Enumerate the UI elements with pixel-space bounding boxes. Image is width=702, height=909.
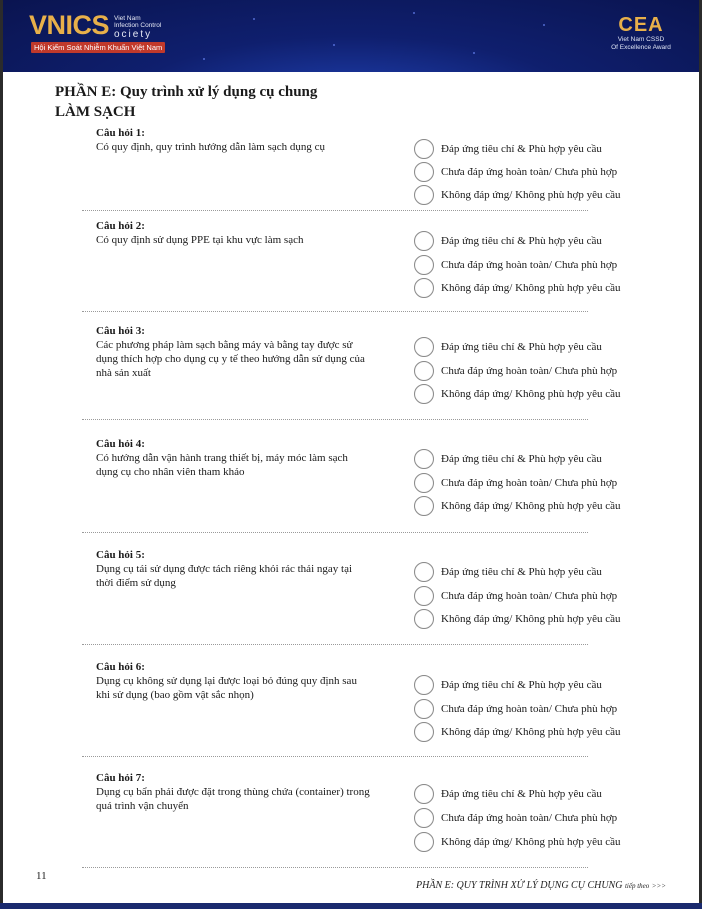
section-title: PHẦN E: Quy trình xử lý dụng cụ chung <box>55 84 318 100</box>
option-partially-meets[interactable] <box>414 255 617 275</box>
option-label: Chưa đáp ứng hoàn toàn/ Chưa phù hợp <box>441 477 618 489</box>
question-divider <box>82 532 588 533</box>
header-banner <box>3 0 699 72</box>
option-meets-criteria[interactable] <box>414 231 602 251</box>
radio-circle-icon[interactable] <box>414 384 434 404</box>
option-label: Đáp ứng tiêu chí & Phù hợp yêu cầu <box>441 143 602 155</box>
question-label: Câu hỏi 2: <box>96 220 145 232</box>
vnics-logo <box>29 10 179 58</box>
radio-circle-icon[interactable] <box>414 337 434 357</box>
option-label: Đáp ứng tiêu chí & Phù hợp yêu cầu <box>441 566 602 578</box>
option-partially-meets[interactable] <box>414 808 617 828</box>
radio-circle-icon[interactable] <box>414 784 434 804</box>
radio-circle-icon[interactable] <box>414 255 434 275</box>
option-label: Không đáp ứng/ Không phù hợp yêu cầu <box>441 388 621 400</box>
radio-circle-icon[interactable] <box>414 699 434 719</box>
option-label: Đáp ứng tiêu chí & Phù hợp yêu cầu <box>441 453 602 465</box>
option-label: Chưa đáp ứng hoàn toàn/ Chưa phù hợp <box>441 590 618 602</box>
option-partially-meets[interactable] <box>414 361 617 381</box>
option-partially-meets[interactable] <box>414 473 617 493</box>
question-text: Dụng cụ tái sử dụng được tách riêng khỏi rác thải ngay tại thời điểm sử dụng <box>96 563 353 589</box>
option-does-not-meet[interactable] <box>414 832 621 852</box>
footer-section-title: PHẦN E: QUY TRÌNH XỬ LÝ DỤNG CỤ CHUNG <box>416 880 623 891</box>
option-does-not-meet[interactable] <box>414 722 621 742</box>
question-label: Câu hỏi 7: <box>96 772 145 784</box>
option-label: Không đáp ứng/ Không phù hợp yêu cầu <box>441 500 621 512</box>
question-text: Dụng cụ bẩn phải được đặt trong thùng chứa (container) trong quá trình vận chuyển <box>96 786 370 812</box>
radio-circle-icon[interactable] <box>414 278 434 298</box>
option-does-not-meet[interactable] <box>414 496 621 516</box>
radio-circle-icon[interactable] <box>414 832 434 852</box>
option-label: Không đáp ứng/ Không phù hợp yêu cầu <box>441 189 621 201</box>
cea-logo-subtitle: Viet Nam CSSD Of Excellence Award <box>611 36 671 51</box>
vnics-logo-subtitle: Viet Nam Infection Control <box>114 15 162 29</box>
option-label: Không đáp ứng/ Không phù hợp yêu cầu <box>441 282 621 294</box>
radio-circle-icon[interactable] <box>414 473 434 493</box>
vnics-logo-wordmark: VNICS <box>29 10 110 40</box>
option-label: Chưa đáp ứng hoàn toàn/ Chưa phù hợp <box>441 703 618 715</box>
option-label: Không đáp ứng/ Không phù hợp yêu cầu <box>441 726 621 738</box>
option-label: Không đáp ứng/ Không phù hợp yêu cầu <box>441 836 621 848</box>
question-divider <box>82 419 588 420</box>
question-label: Câu hỏi 5: <box>96 549 145 561</box>
radio-circle-icon[interactable] <box>414 609 434 629</box>
question-label: Câu hỏi 1: <box>96 127 145 139</box>
option-does-not-meet[interactable] <box>414 185 621 205</box>
question-text: Có quy định sử dụng PPE tại khu vực làm sạch <box>96 234 304 246</box>
option-partially-meets[interactable] <box>414 162 617 182</box>
option-label: Đáp ứng tiêu chí & Phù hợp yêu cầu <box>441 235 602 247</box>
cea-logo-wordmark: CEA <box>618 14 664 36</box>
option-label: Chưa đáp ứng hoàn toàn/ Chưa phù hợp <box>441 259 618 271</box>
question-label: Câu hỏi 4: <box>96 438 145 450</box>
question-text: Có hướng dẫn vận hành trang thiết bị, máy móc làm sạch dụng cụ cho nhân viên tham khảo <box>96 452 348 478</box>
section-subtitle: LÀM SẠCH <box>55 104 136 120</box>
vnics-logo-society: ociety <box>114 29 153 40</box>
option-meets-criteria[interactable] <box>414 784 602 804</box>
radio-circle-icon[interactable] <box>414 162 434 182</box>
question-divider <box>82 644 588 645</box>
option-does-not-meet[interactable] <box>414 384 621 404</box>
option-label: Đáp ứng tiêu chí & Phù hợp yêu cầu <box>441 341 602 353</box>
radio-circle-icon[interactable] <box>414 496 434 516</box>
radio-circle-icon[interactable] <box>414 586 434 606</box>
question-divider <box>82 867 588 868</box>
question-text: Có quy định, quy trình hướng dẫn làm sạch dụng cụ <box>96 141 326 153</box>
radio-circle-icon[interactable] <box>414 361 434 381</box>
radio-circle-icon[interactable] <box>414 562 434 582</box>
question-divider <box>82 756 588 757</box>
option-label: Đáp ứng tiêu chí & Phù hợp yêu cầu <box>441 679 602 691</box>
question-label: Câu hỏi 6: <box>96 661 145 673</box>
option-label: Không đáp ứng/ Không phù hợp yêu cầu <box>441 613 621 625</box>
option-meets-criteria[interactable] <box>414 337 602 357</box>
option-meets-criteria[interactable] <box>414 675 602 695</box>
option-label: Chưa đáp ứng hoàn toàn/ Chưa phù hợp <box>441 365 618 377</box>
radio-circle-icon[interactable] <box>414 808 434 828</box>
question-divider <box>82 311 588 312</box>
radio-circle-icon[interactable] <box>414 185 434 205</box>
footer-arrows-icon: >>> <box>651 882 666 890</box>
option-partially-meets[interactable] <box>414 699 617 719</box>
question-label: Câu hỏi 3: <box>96 325 145 337</box>
option-meets-criteria[interactable] <box>414 139 602 159</box>
option-meets-criteria[interactable] <box>414 449 602 469</box>
question-text: Dụng cụ không sử dụng lại được loại bỏ đúng quy định sau khi sử dụng (bao gồm vật sắc nhọn) <box>96 675 357 701</box>
cea-award-logo <box>591 14 691 58</box>
question-divider <box>82 210 588 211</box>
radio-circle-icon[interactable] <box>414 722 434 742</box>
question-text: Các phương pháp làm sạch bằng máy và bằng tay được sử dụng thích hợp cho dụng cụ y tế theo hướng dẫn sử dụng của nhà sản xuất <box>96 339 365 379</box>
footer-section-reference <box>416 880 666 891</box>
option-label: Chưa đáp ứng hoàn toàn/ Chưa phù hợp <box>441 166 618 178</box>
page-number: 11 <box>36 870 47 882</box>
option-does-not-meet[interactable] <box>414 609 621 629</box>
footer-bar <box>0 903 702 909</box>
radio-circle-icon[interactable] <box>414 139 434 159</box>
radio-circle-icon[interactable] <box>414 231 434 251</box>
option-meets-criteria[interactable] <box>414 562 602 582</box>
radio-circle-icon[interactable] <box>414 449 434 469</box>
option-partially-meets[interactable] <box>414 586 617 606</box>
option-does-not-meet[interactable] <box>414 278 621 298</box>
vnics-logo-tagline: Hội Kiểm Soát Nhiễm Khuẩn Việt Nam <box>31 42 165 53</box>
option-label: Đáp ứng tiêu chí & Phù hợp yêu cầu <box>441 788 602 800</box>
option-label: Chưa đáp ứng hoàn toàn/ Chưa phù hợp <box>441 812 618 824</box>
radio-circle-icon[interactable] <box>414 675 434 695</box>
footer-continued: tiếp theo <box>624 882 650 890</box>
